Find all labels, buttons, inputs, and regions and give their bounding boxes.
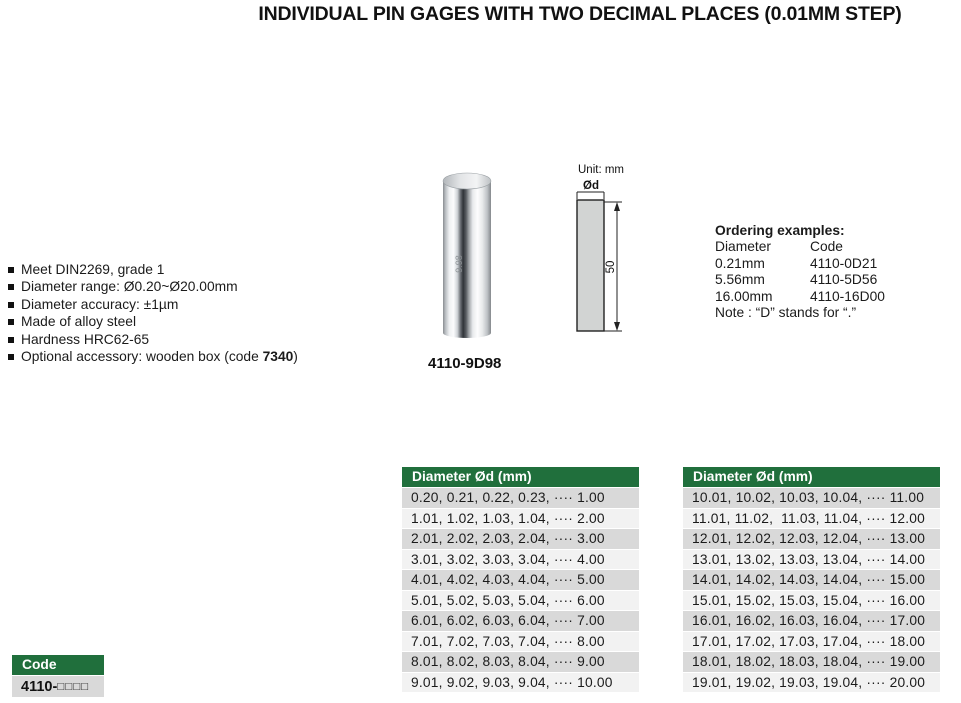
feature-text: Diameter range: Ø0.20~Ø20.00mm [21,279,238,295]
table-row: 9.01, 9.02, 9.03, 9.04, ···· 10.00 [402,673,639,694]
ordering-row [715,289,950,305]
table-row: 18.01, 18.02, 18.03, 18.04, ···· 19.00 [683,652,940,673]
pin-profile-rect [577,200,604,331]
code-box-header: Code [12,655,104,676]
pin-gage-photo [437,172,497,344]
feature-text: Optional accessory: wooden box (code 7340) [21,349,298,365]
ordering-col-code: Code [810,239,843,255]
code-box [12,655,104,697]
unit-label: Unit: mm [578,164,624,176]
feature-text: Meet DIN2269, grade 1 [21,262,165,277]
length-dim-label: 50 [605,260,617,274]
diameter-table-left-header: Diameter Ød (mm) [402,467,639,488]
table-row: 2.01, 2.02, 2.03, 2.04, ···· 3.00 [402,529,639,550]
ordering-diameter: 0.21mm [715,255,765,271]
ordering-code: 4110-16D00 [810,288,885,304]
feature-item [8,278,398,295]
bullet-square-icon [8,354,14,360]
bullet-square-icon [8,267,14,273]
bullet-square-icon [8,337,14,343]
feature-item [8,348,398,365]
table-row: 6.01, 6.02, 6.03, 6.04, ···· 7.00 [402,611,639,632]
feature-item [8,261,398,278]
feature-item [8,296,398,313]
feature-text: Hardness HRC62-65 [21,331,150,347]
table-row: 12.01, 12.02, 12.03, 12.04, ···· 13.00 [683,529,940,550]
bullet-square-icon [8,319,14,325]
ordering-title: Ordering examples: [715,223,845,238]
diameter-table-left [402,467,639,693]
ordering-code: 4110-5D56 [810,272,878,288]
ordering-row [715,256,950,272]
table-row: 8.01, 8.02, 8.03, 8.04, ···· 9.00 [402,652,639,673]
code-box-value [12,676,104,697]
diameter-table-right-body [683,488,940,693]
feature-item [8,313,398,330]
table-row: 17.01, 17.02, 17.03, 17.04, ···· 18.00 [683,632,940,653]
table-row: 13.01, 13.02, 13.03, 13.04, ···· 14.00 [683,550,940,571]
table-row: 15.01, 15.02, 15.03, 15.04, ···· 16.00 [683,591,940,612]
bullet-square-icon [8,302,14,308]
table-row: 11.01, 11.02, 11.03, 11.04, ···· 12.00 [683,509,940,530]
diameter-table-left-body [402,488,639,693]
ordering-examples [715,223,950,321]
code-prefix: 4110- [21,678,58,695]
ordering-header-row [715,239,950,255]
ordering-note: Note : “D” stands for “.” [715,305,857,321]
ordering-col-diameter: Diameter [715,239,771,255]
table-row: 10.01, 10.02, 10.03, 10.04, ···· 11.00 [683,488,940,509]
ordering-rows [715,256,950,305]
table-row: 1.01, 1.02, 1.03, 1.04, ···· 2.00 [402,509,639,530]
feature-text: Made of alloy steel [21,314,137,330]
model-number-label: 4110-9D98 [428,355,502,372]
table-row: 16.01, 16.02, 16.03, 16.04, ···· 17.00 [683,611,940,632]
diameter-table-right [683,467,940,693]
features-list [8,261,398,365]
bullet-square-icon [8,284,14,290]
code-placeholder-squares: □□□□ [57,681,90,693]
table-row: 14.01, 14.02, 14.03, 14.04, ···· 15.00 [683,570,940,591]
pin-marking-text: 9.98 [454,255,464,273]
feature-item [8,331,398,348]
table-row: 19.01, 19.02, 19.03, 19.04, ···· 20.00 [683,673,940,694]
table-row: 4.01, 4.02, 4.03, 4.04, ···· 5.00 [402,570,639,591]
dimension-drawing [563,156,643,340]
diameter-table-right-header: Diameter Ød (mm) [683,467,940,488]
ordering-row [715,272,950,288]
feature-text: Diameter accuracy: ±1µm [21,296,179,312]
ordering-diameter: 16.00mm [715,288,773,304]
page-title: INDIVIDUAL PIN GAGES WITH TWO DECIMAL PLACES (0.01MM STEP) [258,3,902,25]
ordering-diameter: 5.56mm [715,272,765,288]
table-row: 7.01, 7.02, 7.03, 7.04, ···· 8.00 [402,632,639,653]
ordering-code: 4110-0D21 [810,255,878,271]
table-row: 5.01, 5.02, 5.03, 5.04, ···· 6.00 [402,591,639,612]
table-row: 3.01, 3.02, 3.03, 3.04, ···· 4.00 [402,550,639,571]
table-row: 0.20, 0.21, 0.22, 0.23, ···· 1.00 [402,488,639,509]
diameter-dim-label: Ød [583,180,599,192]
